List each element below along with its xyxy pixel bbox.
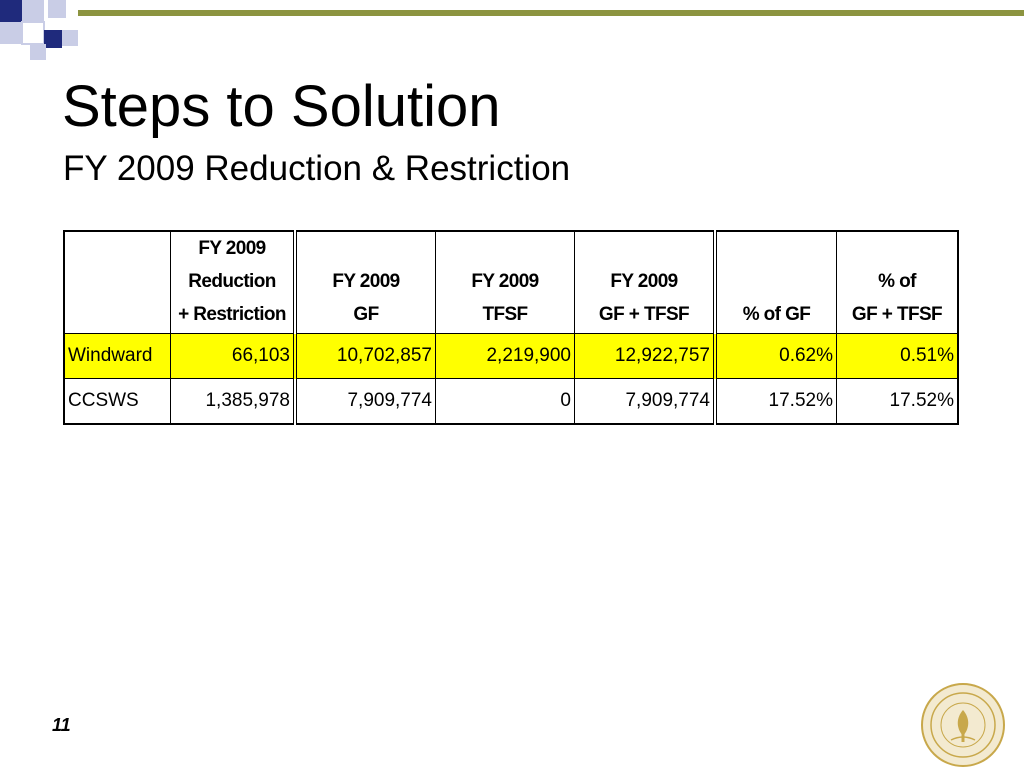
table-cell: 12,922,757 <box>575 334 716 379</box>
table-cell: 10,702,857 <box>295 334 436 379</box>
header-pct-gf-tfsf <box>837 231 959 334</box>
header-text: FY 2009 <box>610 271 678 292</box>
table-row <box>64 379 958 425</box>
table-header-row <box>64 231 958 334</box>
header-gf <box>295 231 436 334</box>
university-seal-icon <box>920 682 1006 768</box>
header-empty <box>64 231 171 334</box>
reduction-table <box>63 230 959 425</box>
row-label: Windward <box>64 334 171 379</box>
header-reduction <box>171 231 296 334</box>
header-text: % of <box>878 271 916 292</box>
row-label: CCSWS <box>64 379 171 425</box>
table-cell: 0.51% <box>837 334 959 379</box>
table-cell: 1,385,978 <box>171 379 296 425</box>
header-text: % of GF <box>742 304 811 325</box>
header-text: GF + TFSF <box>598 304 690 325</box>
table-cell: 7,909,774 <box>295 379 436 425</box>
table-cell: 66,103 <box>171 334 296 379</box>
header-pct-gf <box>715 231 837 334</box>
header-text: FY 2009 <box>471 271 539 292</box>
table-cell: 0 <box>436 379 575 425</box>
page-title: Steps to Solution <box>62 74 501 139</box>
corner-decoration <box>0 0 1024 60</box>
table-cell: 17.52% <box>837 379 959 425</box>
page-subtitle: FY 2009 Reduction & Restriction <box>63 149 571 188</box>
table-cell: 7,909,774 <box>575 379 716 425</box>
header-text: FY 2009 <box>332 271 400 292</box>
table-cell: 2,219,900 <box>436 334 575 379</box>
header-gf-tfsf <box>575 231 716 334</box>
header-text: GF + TFSF <box>851 304 943 325</box>
page-number: 11 <box>52 715 71 735</box>
header-text: + Restriction <box>178 304 286 325</box>
header-text: TFSF <box>482 304 528 325</box>
table-cell: 0.62% <box>715 334 837 379</box>
header-text: GF <box>353 304 379 325</box>
table-cell: 17.52% <box>715 379 837 425</box>
header-tfsf <box>436 231 575 334</box>
header-text: Reduction <box>188 271 276 292</box>
table-row <box>64 334 958 379</box>
header-text: FY 2009 <box>198 238 266 259</box>
